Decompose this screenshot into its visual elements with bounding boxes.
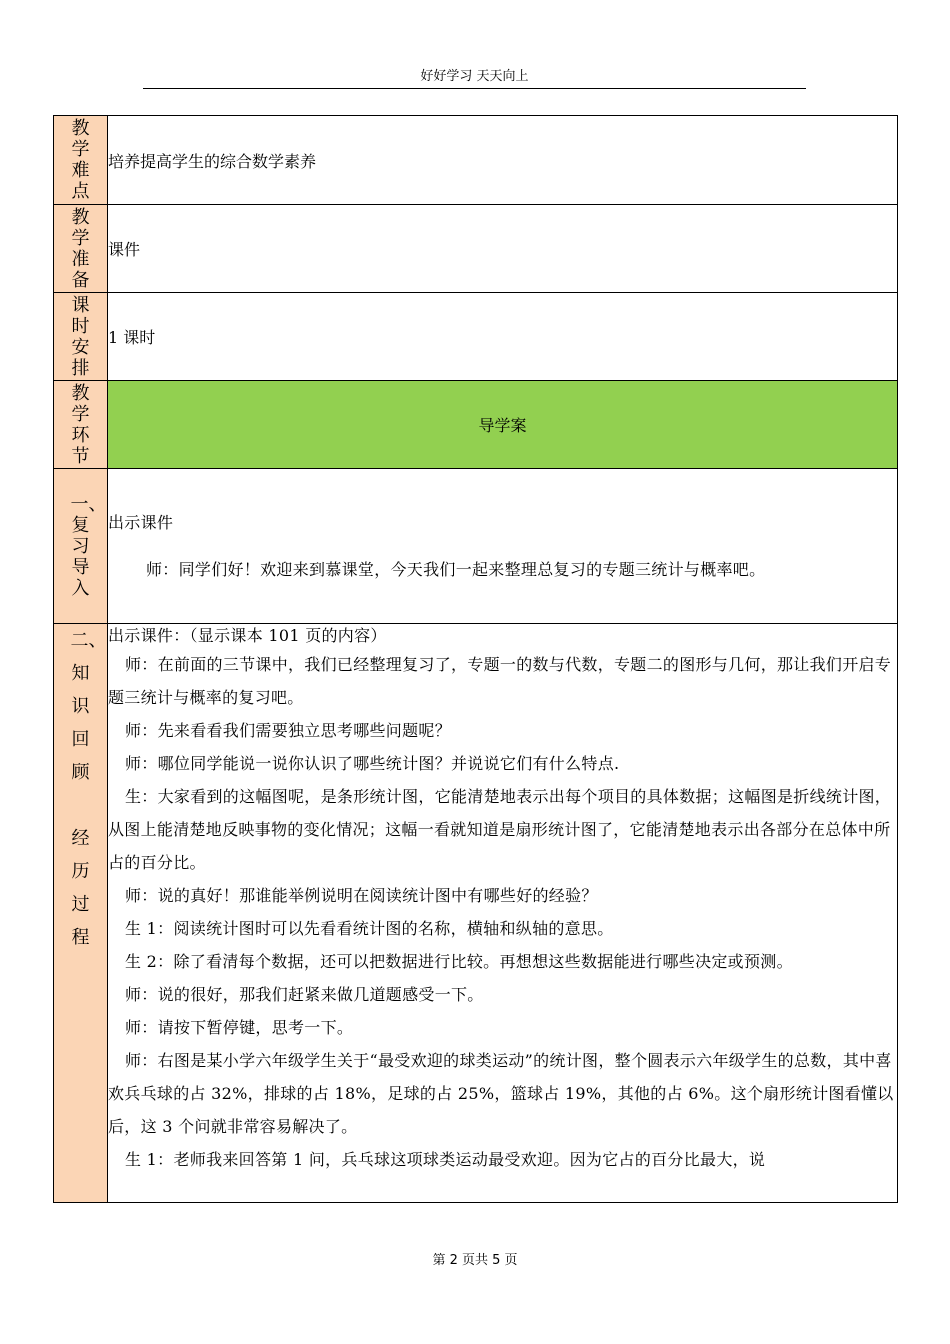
page-header: 好好学习 天天向上	[143, 66, 806, 89]
row-content-stage: 导学案	[108, 381, 898, 469]
row-label-difficulty: 教学难点	[54, 116, 108, 205]
lesson-plan-table	[53, 115, 898, 1203]
review-paragraph: 出示课件	[108, 513, 174, 532]
row-label-stage: 教学环节	[54, 381, 108, 469]
knowledge-paragraph: 生：大家看到的这幅图呢，是条形统计图，它能清楚地表示出每个项目的具体数据；这幅图是折线统计图，从图上能清楚地反映事物的变化情况；这幅一看就知道是扇形统计图了，它能清楚地表示出各部分在总体中所占的百分比。	[108, 787, 892, 872]
row-content-difficulty: 培养提高学生的综合数学素养	[108, 116, 898, 205]
row-time	[54, 293, 898, 381]
knowledge-paragraph: 师：请按下暂停键，思考一下。	[125, 1018, 354, 1037]
knowledge-paragraph: 师：右图是某小学六年级学生关于“最受欢迎的球类运动”的统计图，整个圆表示六年级学生的总数，其中喜欢兵乓球的占 32%，排球的占 18%，足球的占 25%，篮球占 19%，其他的占 6%。这个扇形统计图看懂以后，这 3 个问就非常容易解决了。	[108, 1051, 894, 1136]
row-difficulty	[54, 116, 898, 205]
knowledge-paragraph: 生 1：阅读统计图时可以先看看统计图的名称，横轴和纵轴的意思。	[125, 919, 614, 938]
row-label-preparation: 教学准备	[54, 205, 108, 293]
knowledge-paragraph: 生 1：老师我来回答第 1 问，兵乓球这项球类运动最受欢迎。因为它占的百分比最大，说	[125, 1150, 766, 1169]
row-content-time: 1 课时	[108, 293, 898, 381]
row-content-preparation: 课件	[108, 205, 898, 293]
row-label-knowledge: 二、知识回顾 经历过程	[54, 624, 108, 1203]
knowledge-paragraph: 师：在前面的三节课中，我们已经整理复习了，专题一的数与代数，专题二的图形与几何，那让我们开启专题三统计与概率的复习吧。	[108, 655, 892, 707]
knowledge-paragraph: 出示课件：（显示课本 101 页的内容）	[108, 626, 387, 645]
knowledge-paragraph: 师：说的很好，那我们赶紧来做几道题感受一下。	[125, 985, 484, 1004]
knowledge-paragraph: 师：先来看看我们需要独立思考哪些问题呢？	[125, 721, 452, 740]
row-label-time: 课时安排	[54, 293, 108, 381]
row-preparation	[54, 205, 898, 293]
knowledge-paragraph: 生 2：除了看清每个数据，还可以把数据进行比较。再想想这些数据能进行哪些决定或预测。	[125, 952, 793, 971]
knowledge-paragraph: 师：说的真好！那谁能举例说明在阅读统计图中有哪些好的经验？	[125, 886, 598, 905]
page-footer: 第 2 页共 5 页	[432, 1253, 518, 1268]
row-content-knowledge	[108, 624, 898, 1203]
row-knowledge	[54, 624, 898, 1203]
row-content-review	[108, 469, 898, 624]
review-paragraph: 师：同学们好！欢迎来到慕课堂，今天我们一起来整理总复习的专题三统计与概率吧。	[146, 560, 766, 579]
knowledge-paragraph: 师：哪位同学能说一说你认识了哪些统计图？并说说它们有什么特点.	[125, 754, 620, 773]
row-stage	[54, 381, 898, 469]
row-review	[54, 469, 898, 624]
row-label-review: 一、复习导入	[54, 469, 108, 624]
